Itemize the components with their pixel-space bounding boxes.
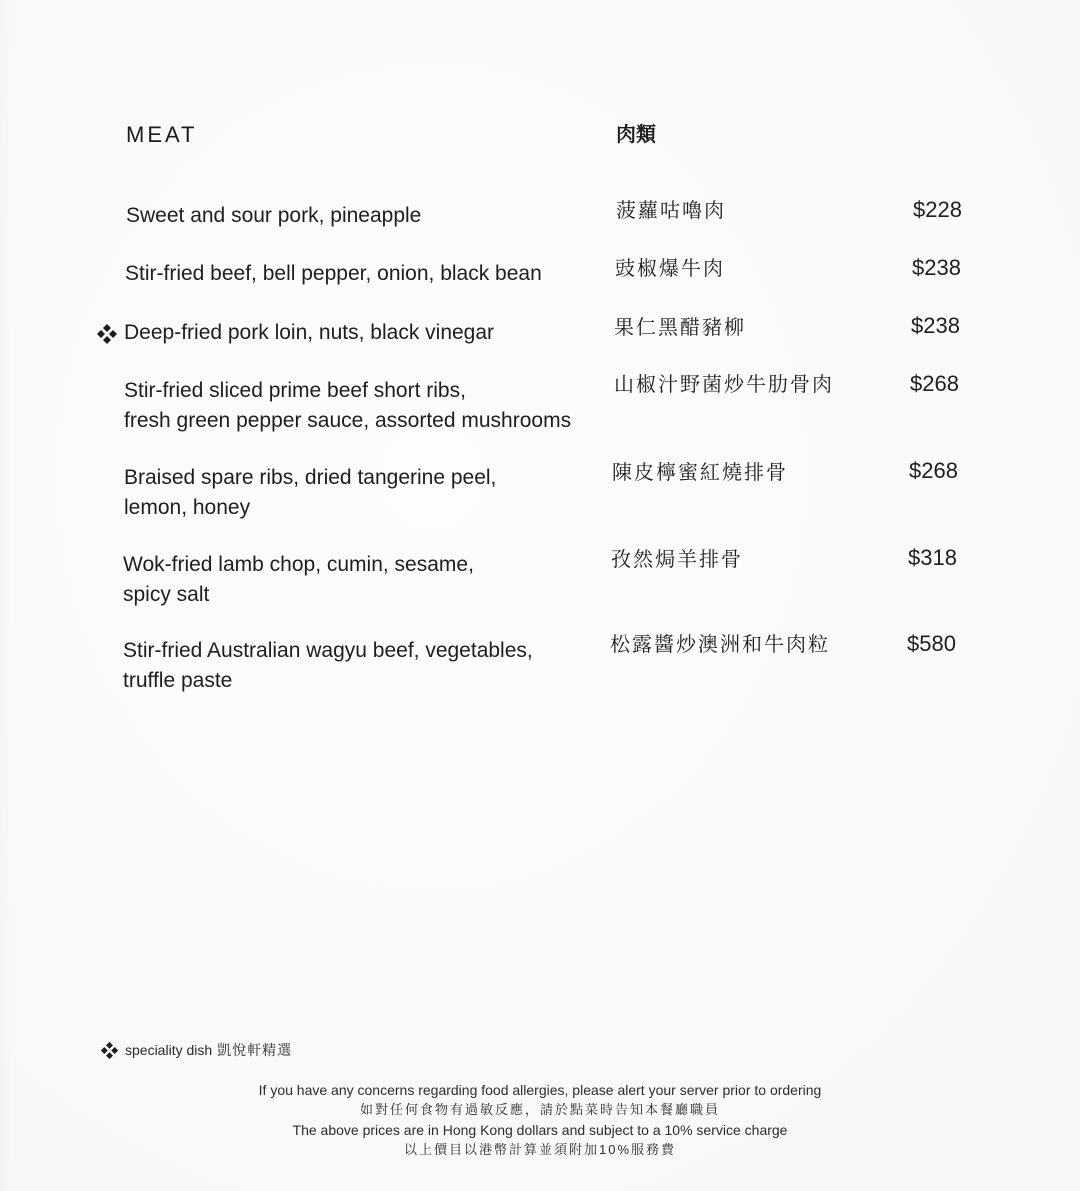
- menu-item-price: $238: [911, 313, 960, 338]
- menu-item-name-line: spicy salt: [123, 583, 210, 606]
- menu-item-price: $268: [910, 371, 959, 396]
- menu-item-name-en: [124, 376, 571, 436]
- menu-item-name-line: Stir-fried Australian wagyu beef, vegetables,: [123, 639, 533, 662]
- price-note-zh: 以上價目以港幣計算並須附加10%服務費: [403, 1142, 677, 1157]
- speciality-label-en: speciality dish: [125, 1042, 213, 1058]
- menu-item-name-zh: 菠蘿咕嚕肉: [616, 200, 726, 222]
- price-note-en: The above prices are in Hong Kong dollars and subject to a 10% service charge: [292, 1122, 788, 1138]
- menu-item-name-en: [123, 550, 474, 610]
- menu-item-price: $318: [908, 545, 957, 570]
- allergy-note-zh: 如對任何食物有過敏反應，請於點菜時告知本餐廳職員: [359, 1102, 720, 1117]
- menu-item-name-en: [126, 201, 421, 231]
- menu-item-name-line: Stir-fried sliced prime beef short ribs,: [124, 379, 466, 402]
- menu-item-name-zh: 豉椒爆牛肉: [615, 258, 725, 280]
- menu-item-name-zh: 孜然焗羊排骨: [611, 549, 743, 571]
- menu-item-name-line: Deep-fried pork loin, nuts, black vinegar: [124, 321, 495, 344]
- four-diamond-icon: [96, 323, 118, 345]
- menu-item-price: $238: [912, 255, 961, 280]
- menu-item-name-zh: 果仁黑醋豬柳: [614, 317, 746, 339]
- menu-item-price: $228: [913, 197, 962, 222]
- menu-item-name-line: Braised spare ribs, dried tangerine peel,: [124, 466, 497, 489]
- menu-item-name-line: Wok-fried lamb chop, cumin, sesame,: [123, 553, 474, 576]
- four-diamond-icon: [100, 1041, 119, 1060]
- menu-item-name-en: [125, 259, 542, 289]
- speciality-legend: [100, 1040, 292, 1060]
- menu-item-name-zh: 松露醬炒澳洲和牛肉粒: [610, 634, 830, 656]
- menu-item-name-zh: 山椒汁野菌炒牛肋骨肉: [614, 374, 834, 396]
- menu-item-name-line: fresh green pepper sauce, assorted mushrooms: [124, 409, 572, 432]
- menu-item-name-line: Sweet and sour pork, pineapple: [126, 204, 422, 227]
- speciality-label-zh: 凱悅軒精選: [217, 1042, 293, 1058]
- section-title-en: MEAT: [126, 122, 198, 147]
- menu-item-price: $268: [909, 458, 958, 483]
- menu-item-name-line: lemon, honey: [124, 496, 251, 519]
- allergy-note-en: If you have any concerns regarding food allergies, please alert your server prior to ordering: [258, 1082, 822, 1098]
- section-title-zh: 肉類: [616, 124, 656, 146]
- menu-item-name-en: [124, 463, 496, 523]
- menu-item-name-en: [123, 636, 533, 696]
- menu-item-name-zh: 陳皮檸蜜紅燒排骨: [612, 462, 788, 484]
- menu-item-price: $580: [907, 631, 956, 656]
- footer-notes: [200, 1080, 880, 1160]
- menu-item-name-line: truffle paste: [123, 669, 233, 692]
- menu-item-name-line: Stir-fried beef, bell pepper, onion, black bean: [125, 262, 542, 285]
- menu-item-name-en: [124, 318, 494, 348]
